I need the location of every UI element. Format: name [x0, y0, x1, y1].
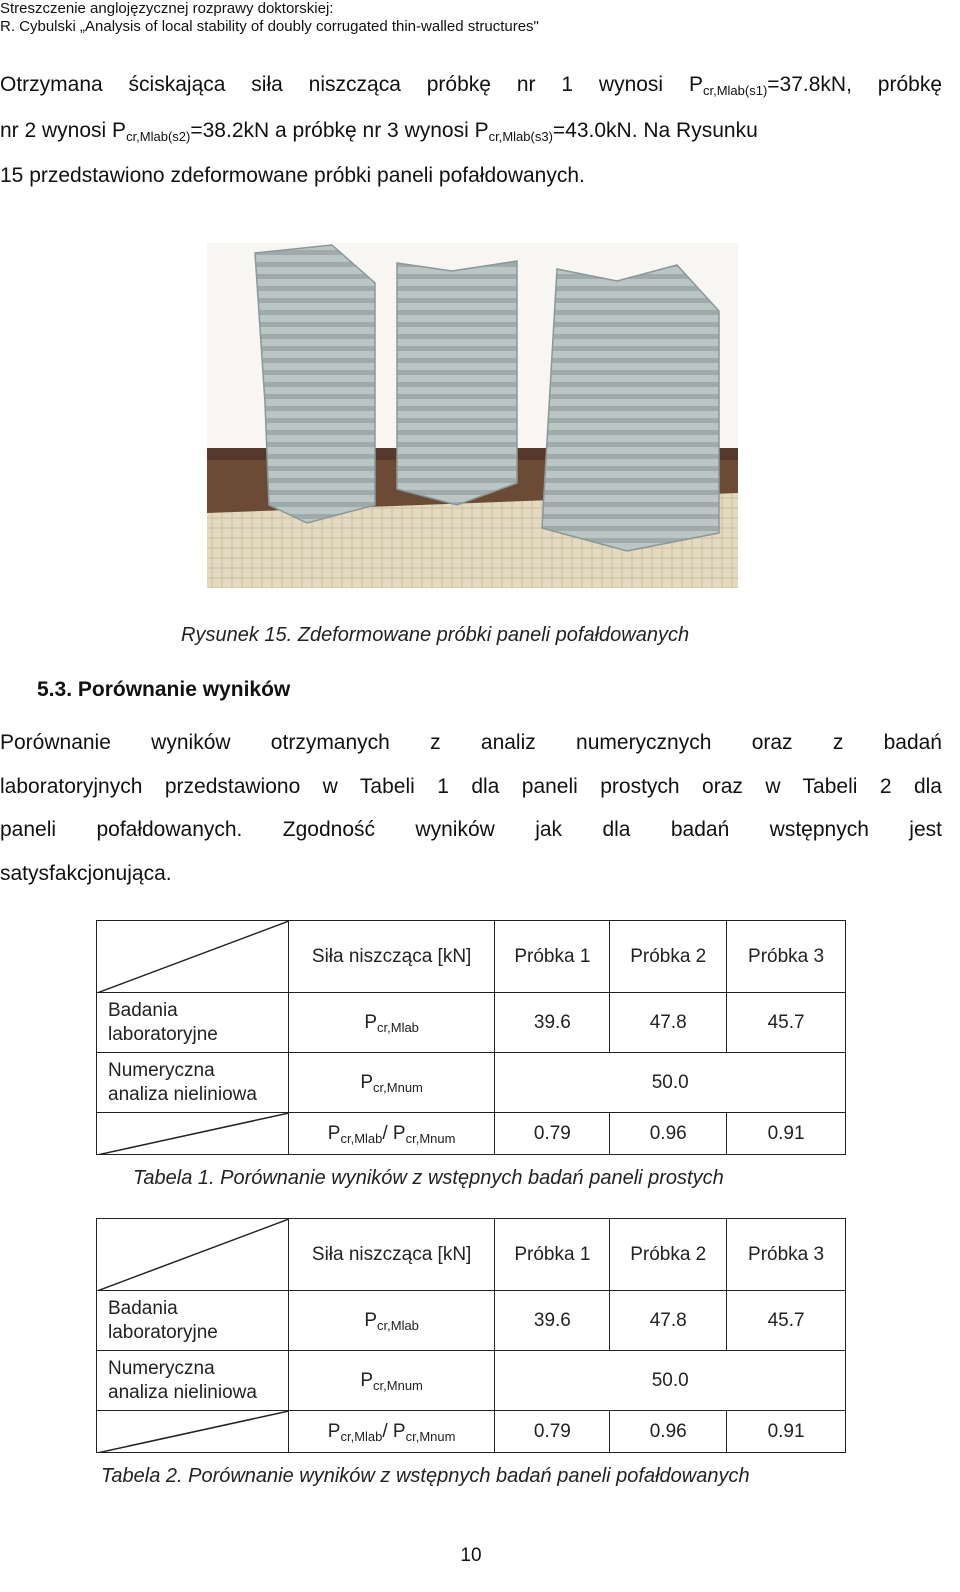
header-sample-1: Próbka 1 [495, 1219, 610, 1291]
intro-line-1: Otrzymana ściskająca siła niszcząca próbkę nr 1 wynosi Pcr,Mlab(s1)=37.8kN, próbkę [0, 73, 942, 98]
intro-line-3: 15 przedstawiono zdeformowane próbki paneli pofałdowanych. [0, 164, 585, 187]
row-label-num: Numeryczna analiza nieliniowa [97, 1053, 289, 1113]
comparison-line-2: laboratoryjnych przedstawiono w Tabeli 1 dla paneli prostych oraz w Tabeli 2 dla [0, 774, 942, 798]
comparison-line-3: paneli pofałdowanych. Zgodność wyników jak dla badań wstępnych jest [0, 818, 942, 841]
ratio-symbol-cell: $P_{cr,Mlab}/$ $P_{cr,Mnum}$ [288, 1113, 495, 1155]
section-number: 5.3. [37, 678, 73, 701]
symbol-cell: $P_{cr,Mnum}$ [288, 1053, 495, 1113]
page-number: 10 [460, 1545, 482, 1566]
table-row [97, 1053, 846, 1113]
section-heading [37, 678, 290, 702]
intro-paragraph [0, 63, 942, 198]
value-cell: 45.7 [727, 1291, 846, 1351]
diagonal-cell [97, 921, 289, 993]
table-row [97, 993, 846, 1053]
table-row [97, 1113, 846, 1155]
value-cell: 0.91 [727, 1411, 846, 1453]
symbol-cell: $P_{cr,Mlab}$ [288, 1291, 495, 1351]
diagonal-cell [97, 1411, 289, 1453]
comparison-line-4: satysfakcjonująca. [0, 861, 172, 885]
value-cell: 39.6 [495, 993, 610, 1053]
value-cell: 47.8 [610, 1291, 727, 1351]
row-label-lab: Badania laboratoryjne [97, 1291, 289, 1351]
deformed-panels-photo [207, 243, 738, 588]
diagonal-line [97, 1113, 289, 1155]
results-table-1 [96, 920, 846, 1155]
symbol-cell: $P_{cr,Mlab}$ [288, 993, 495, 1053]
header-force: Siła niszcząca [kN] [288, 1219, 495, 1291]
value-cell: 0.96 [610, 1113, 727, 1155]
value-cell: 45.7 [727, 993, 846, 1053]
diagonal-line [97, 921, 289, 993]
header-sample-3: Próbka 3 [727, 921, 846, 993]
diagonal-cell [97, 1219, 289, 1291]
header-line-2: R. Cybulski „Analysis of local stability of doubly corrugated thin-walled structures" [0, 18, 539, 35]
section-title: Porównanie wyników [77, 678, 291, 701]
table-2-caption: Tabela 2. Porównanie wyników z wstępnych badań paneli pofałdowanych [101, 1465, 750, 1487]
table-row [97, 1351, 846, 1411]
header-sample-3: Próbka 3 [727, 1219, 846, 1291]
document-header [0, 0, 539, 36]
table-row [97, 1411, 846, 1453]
diagonal-line [97, 1411, 289, 1453]
header-line-1: Streszczenie anglojęzycznej rozprawy doktorskiej: [0, 0, 334, 17]
results-table-2 [96, 1218, 846, 1453]
value-cell: 0.79 [495, 1411, 610, 1453]
value-cell: 39.6 [495, 1291, 610, 1351]
value-cell: 47.8 [610, 993, 727, 1053]
merged-value-cell: 50.0 [495, 1053, 846, 1113]
header-sample-2: Próbka 2 [610, 1219, 727, 1291]
ratio-symbol-cell: $P_{cr,Mlab}/$ $P_{cr,Mnum}$ [288, 1411, 495, 1453]
diagonal-line [97, 1219, 289, 1291]
intro-line-2: nr 2 wynosi Pcr,Mlab(s2)=38.2kN a próbkę nr 3 wynosi Pcr,Mlab(s3)=43.0kN. Na Rysunku [0, 118, 758, 144]
header-sample-1: Próbka 1 [495, 921, 610, 993]
row-label-num: Numeryczna analiza nieliniowa [97, 1351, 289, 1411]
table-header-row [97, 1219, 846, 1291]
table-1-caption: Tabela 1. Porównanie wyników z wstępnych badań paneli prostych [133, 1167, 724, 1189]
table-row [97, 1291, 846, 1351]
row-label-lab: Badania laboratoryjne [97, 993, 289, 1053]
figure-caption: Rysunek 15. Zdeformowane próbki paneli pofałdowanych [181, 624, 690, 646]
header-sample-2: Próbka 2 [610, 921, 727, 993]
value-cell: 0.91 [727, 1113, 846, 1155]
value-cell: 0.79 [495, 1113, 610, 1155]
header-force: Siła niszcząca [kN] [288, 921, 495, 993]
diagonal-cell [97, 1113, 289, 1155]
table-header-row [97, 921, 846, 993]
comparison-paragraph [0, 721, 942, 895]
merged-value-cell: 50.0 [495, 1351, 846, 1411]
photo-illustration [207, 243, 738, 588]
symbol-cell: $P_{cr,Mnum}$ [288, 1351, 495, 1411]
comparison-line-1: Porównanie wyników otrzymanych z analiz numerycznych oraz z badań [0, 731, 942, 754]
value-cell: 0.96 [610, 1411, 727, 1453]
